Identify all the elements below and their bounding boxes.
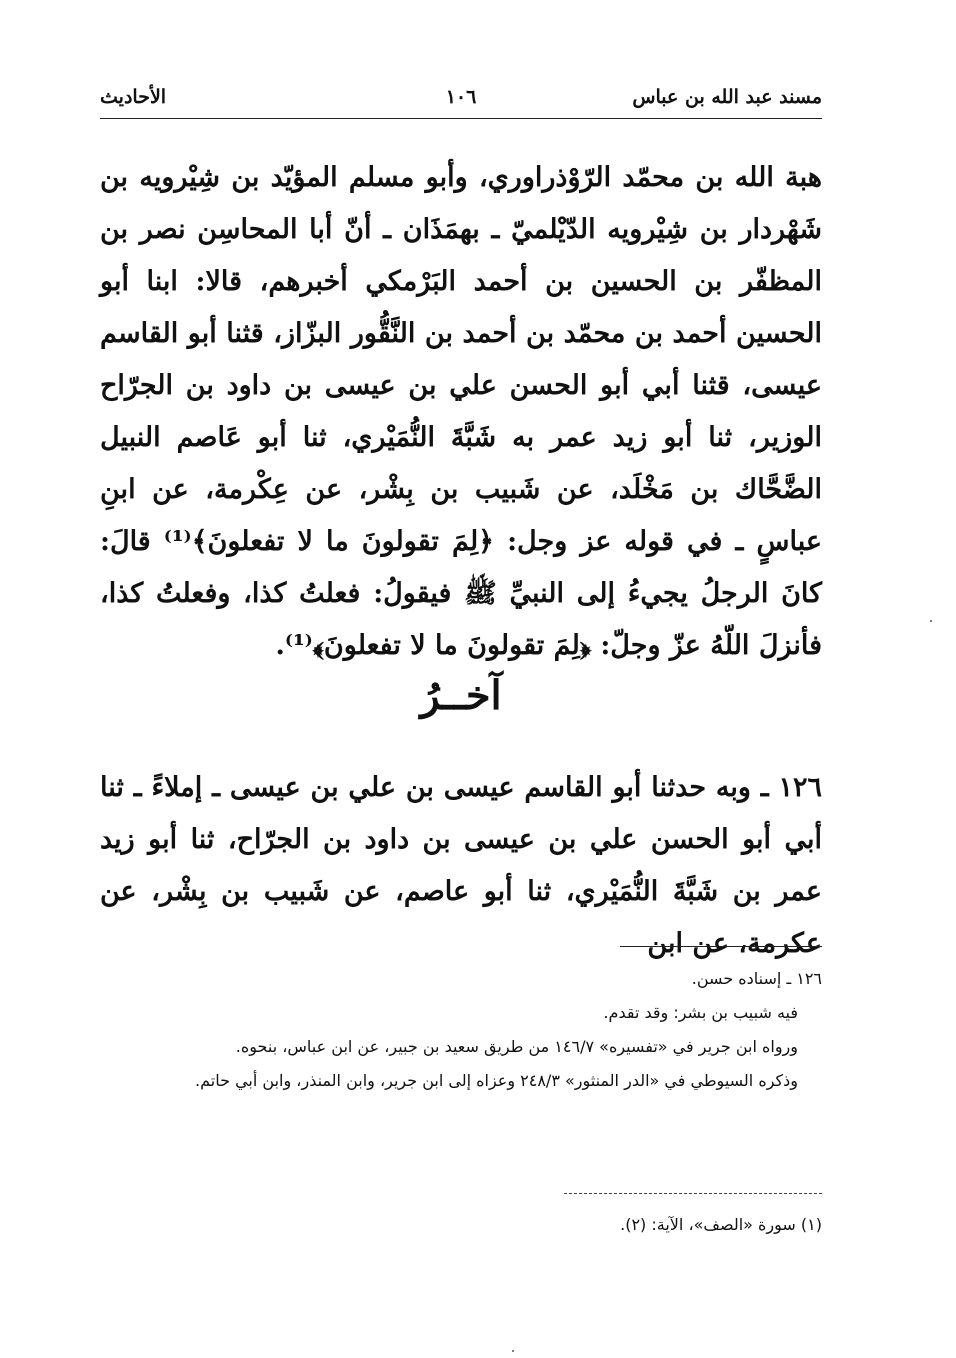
- book-title: مسند عبد الله بن عباس: [632, 86, 822, 108]
- page-number: ١٠٦: [445, 86, 477, 108]
- hadith-paragraph-126: ١٢٦ ـ وبه حدثنا أبو القاسم عيسى بن علي بن عيسى ـ إملاءً ـ ثنا أبي أبو الحسن علي بن عيسى بن داود بن الجرّاح، ثنا أبو زيد عمر بن شَبَّةَ النُّمَيْري، ثنا أبو عاصم، عن شَبيب بن بِشْر، عن عكرمة، عن ابن: [100, 772, 822, 959]
- hadith-paragraph-continued: هبة الله بن محمّد الرّوْذراوري، وأبو مسلم المؤيّد بن شِيْرويه بن شَهْردار بن شِيْرويه الدّيْلميّ ـ بهمَذَان ـ أنّ أبا المحاسِن نصر بن المظفّر بن الحسين بن أحمد البَرْمكي أخبرهم، قالا: ابنا أبو الحسين أحمد بن محمّد بن أحمد بن النَّقُّور البزّاز، قثنا أبو القاسم عيسى، قثنا أبي أبو الحسن علي بن عيسى بن داود بن الجرّاح الوزير، ثنا أبو زيد عمر به شَبَّةَ النُّمَيْري، ثنا أبو عَاصم النبيل الضَّحَّاك بن مَخْلَد، عن شَبيب بن بِشْر، عن عِكْرمة، عن ابنِ عباسٍ ـ في قوله عز وجل: ﴿لِمَ تقولونَ ما لا تفعلونَ﴾⁽¹⁾ قالَ: كانَ الرجلُ يجيءُ إلى النبيِّ ﷺ فيقولُ: فعلتُ كذا، وفعلتُ كذا، فأنزلَ اللّهُ عزّ وجلّ: ﴿لِمَ تقولونَ ما لا تفعلونَ﴾⁽¹⁾.: [100, 162, 822, 661]
- footnotes-block: [100, 962, 822, 1098]
- footnote-divider: [620, 946, 822, 947]
- reference-divider: [564, 1193, 822, 1194]
- quran-reference-footnote: (١) سورة «الصف»، الآية: (٢).: [620, 1215, 822, 1234]
- running-header: [100, 82, 822, 116]
- section-name: الأحاديث: [100, 86, 167, 108]
- header-divider: [100, 118, 822, 119]
- footnote-line: وذكره السيوطي في «الدر المنثور» ٢٤٨/٣ وعزاه إلى ابن جرير، وابن المنذر، وابن أبي حاتم.: [195, 1071, 798, 1090]
- footnote-line: ورواه ابن جرير في «تفسيره» ١٤٦/٧ من طريق سعيد بن جبير، عن ابن عباس، بنحوه.: [235, 1037, 798, 1056]
- scan-speck: [930, 620, 932, 622]
- section-title: آخــرُ: [420, 672, 502, 719]
- footnote-line: ١٢٦ ـ إسناده حسن.: [691, 969, 822, 988]
- footnote-line: فيه شبيب بن بشر: وقد تقدم.: [603, 1003, 798, 1022]
- scan-speck: [512, 1350, 514, 1352]
